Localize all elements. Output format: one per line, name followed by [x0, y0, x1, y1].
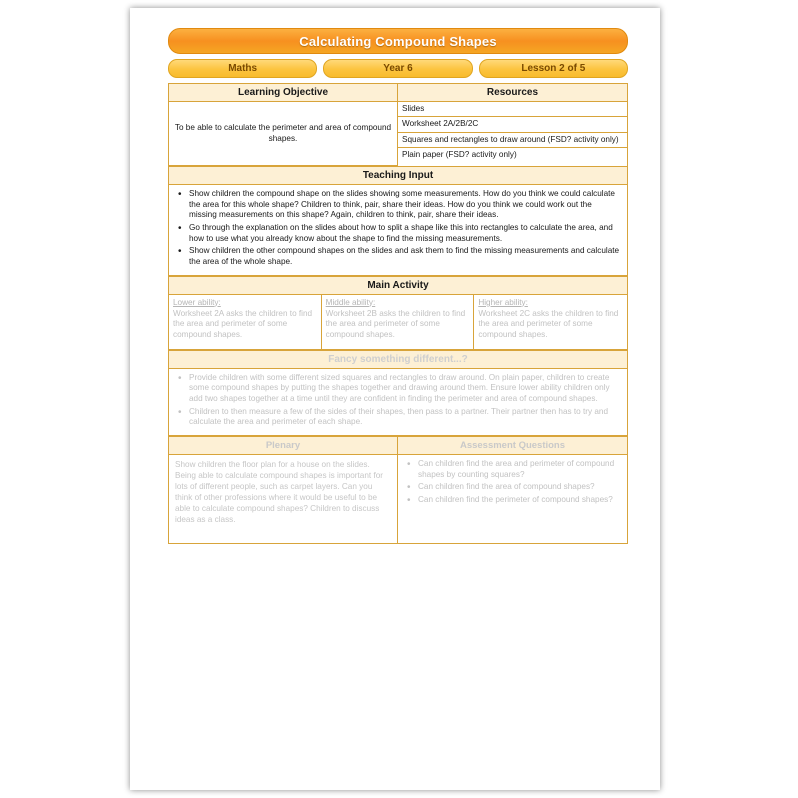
list-item: • Can children find the area of compound shapes?	[418, 482, 621, 493]
resource-item: Squares and rectangles to draw around (FSD? activity only)	[398, 133, 627, 148]
lower-ability-cell	[169, 295, 322, 349]
resource-item: Worksheet 2A/2B/2C	[398, 117, 627, 132]
bottom-header-row	[169, 436, 627, 455]
lesson-pill: Lesson 2 of 5	[479, 59, 628, 78]
teaching-input-body	[169, 185, 627, 276]
plenary-body	[169, 455, 398, 543]
middle-ability-text: Worksheet 2B asks the children to find the area and perimeter of some compound shapes.	[325, 308, 466, 339]
lower-ability-text: Worksheet 2A asks the children to find the area and perimeter of some compound shapes.	[173, 308, 313, 339]
higher-ability-cell	[474, 295, 627, 349]
list-item: • Provide children with some different sized squares and rectangles to draw around. On plain paper, children to create some compound shapes by putting the shapes together and drawing around them. Ensure lower ability children only add two shapes together at a time until they are confident in finding the perimeter and area of compound shapes.	[189, 373, 621, 405]
list-item: • Children to then measure a few of the sides of their shapes, then pass to a partner. Their partner then has to try and calculate the area and perimeter of each shape.	[189, 407, 621, 428]
assessment-questions-header: Assessment Questions	[398, 437, 627, 455]
meta-pill-row	[168, 59, 628, 78]
list-item: • Can children find the area and perimeter of compound shapes by counting squares?	[418, 459, 621, 480]
list-item: • Go through the explanation on the slides about how to split a shape like this into rectangles to calculate the area, and how to use what you already know about the shape to find the missing measurements.	[189, 223, 621, 244]
learning-objective-text: To be able to calculate the perimeter and area of compound shapes.	[169, 102, 398, 166]
list-item: • Show children the other compound shapes on the slides and ask them to find the missing measurements and calculate the area of the whole shape.	[189, 246, 621, 267]
bottom-body-row	[169, 455, 627, 544]
plenary-header: Plenary	[169, 437, 398, 455]
lesson-plan-table	[168, 83, 628, 544]
fancy-something-different-body	[169, 369, 627, 436]
teaching-input-header: Teaching Input	[169, 166, 627, 185]
list-item: • Can children find the perimeter of compound shapes?	[418, 495, 621, 506]
plenary-text: Show children the floor plan for a house on the slides. Being able to calculate compound shapes is important for lots of different people, such as carpet layers. Can you think of other professions where it would be useful to be able to calculate compound shapes? Children to discuss ideas as a class.	[175, 459, 383, 525]
subject-pill: Maths	[168, 59, 317, 78]
assessment-questions-body	[398, 455, 627, 543]
year-pill: Year 6	[323, 59, 472, 78]
page-title: Calculating Compound Shapes	[168, 28, 628, 54]
main-activity-header: Main Activity	[169, 276, 627, 295]
higher-ability-title: Higher ability:	[478, 297, 528, 307]
learning-objective-header: Learning Objective	[169, 84, 398, 102]
resources-list	[398, 102, 627, 166]
middle-ability-title: Middle ability:	[325, 297, 376, 307]
resource-item: Slides	[398, 102, 627, 117]
main-activity-body	[169, 295, 627, 350]
lower-ability-title: Lower ability:	[173, 297, 221, 307]
objective-resources-row	[169, 102, 627, 166]
fancy-something-different-header: Fancy something different...?	[169, 350, 627, 369]
list-item: • Show children the compound shape on the slides showing some measurements. How do you think we could calculate the area for this whole shape? Children to think, pair, share their ideas. How do you think we could work out the missing measurements on this shape? Again, children to think, pair, share their ideas.	[189, 189, 621, 221]
lesson-plan-sheet	[168, 28, 628, 598]
middle-ability-cell	[322, 295, 475, 349]
resource-item: Plain paper (FSD? activity only)	[402, 149, 517, 159]
resources-header: Resources	[398, 84, 627, 102]
higher-ability-text: Worksheet 2C asks the children to find the area and perimeter of some compound shapes.	[478, 308, 619, 339]
table-header-row	[169, 84, 627, 102]
